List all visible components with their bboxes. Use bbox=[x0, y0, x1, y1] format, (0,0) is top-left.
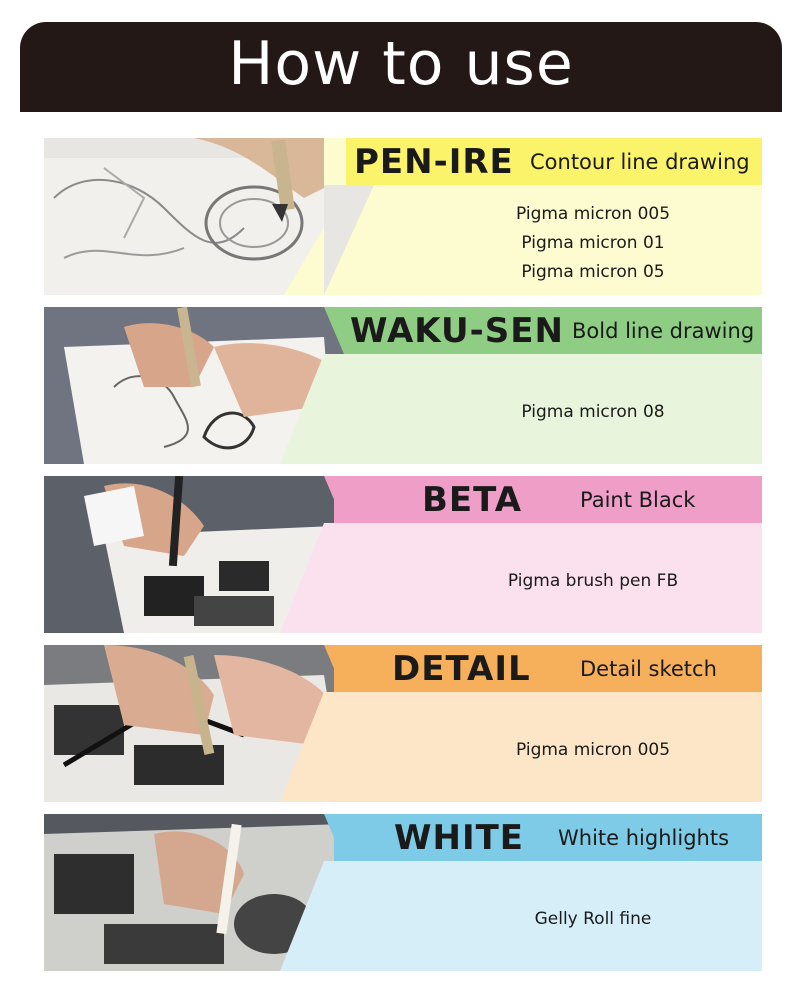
row-banner bbox=[334, 814, 762, 861]
technique-name: PEN-IRE bbox=[354, 141, 514, 182]
technique-description: Contour line drawing bbox=[530, 150, 750, 174]
row-banner bbox=[334, 476, 762, 523]
page-title: How to use bbox=[228, 29, 574, 99]
technique-description: White highlights bbox=[558, 826, 730, 850]
technique-name: BETA bbox=[422, 479, 523, 520]
pen-list bbox=[424, 359, 762, 464]
pen-list bbox=[424, 528, 762, 633]
row-pen-ire bbox=[44, 138, 762, 295]
row-banner bbox=[346, 138, 762, 185]
pen-item: Pigma micron 08 bbox=[521, 401, 665, 422]
technique-description: Detail sketch bbox=[580, 657, 717, 681]
technique-description: Paint Black bbox=[580, 488, 696, 512]
pen-item: Pigma micron 05 bbox=[521, 261, 665, 282]
technique-name: WHITE bbox=[394, 817, 525, 858]
technique-description: Bold line drawing bbox=[572, 319, 755, 343]
row-banner bbox=[334, 645, 762, 692]
technique-name: DETAIL bbox=[392, 648, 531, 689]
pen-list bbox=[424, 697, 762, 802]
pen-item: Gelly Roll fine bbox=[534, 908, 652, 929]
row-banner bbox=[344, 307, 762, 354]
technique-name: WAKU-SEN bbox=[350, 310, 564, 351]
pen-item: Pigma brush pen FB bbox=[507, 570, 679, 591]
row-waku-sen bbox=[44, 307, 762, 464]
pen-item: Pigma micron 005 bbox=[515, 739, 671, 760]
pen-item: Pigma micron 005 bbox=[515, 203, 671, 224]
pen-list bbox=[424, 866, 762, 971]
header-bar bbox=[20, 22, 782, 112]
row-white bbox=[44, 814, 762, 971]
pen-item: Pigma micron 01 bbox=[521, 232, 665, 253]
row-detail bbox=[44, 645, 762, 802]
pen-list bbox=[424, 190, 762, 295]
row-beta bbox=[44, 476, 762, 633]
